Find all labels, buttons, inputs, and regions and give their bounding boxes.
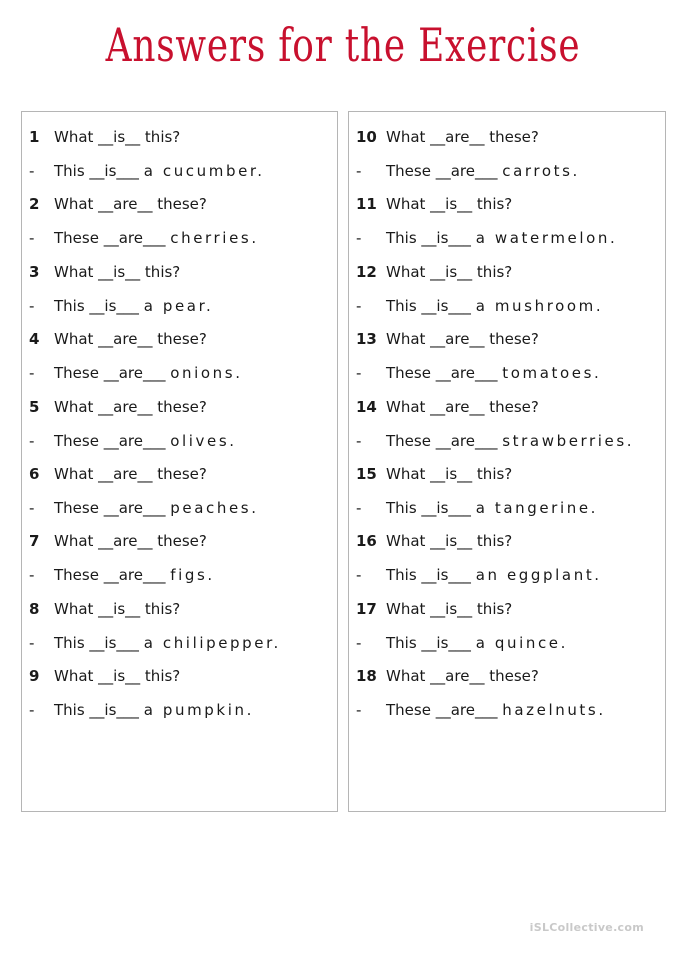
question-text: What __are__ these? [54,330,207,349]
question-text: What __are__ these? [386,128,539,146]
answer-text [54,294,213,318]
answer-lead: This __is___ [54,701,139,720]
item-number: 5 [29,397,40,416]
answer-text [386,698,606,722]
answer-lead: These __are___ [54,229,166,248]
question-text: What __is__ this? [54,599,181,618]
bullet-dash: - [356,566,362,585]
answer-lead: These __are___ [54,364,166,383]
item-number: 12 [356,262,377,281]
answer-lead: These __are___ [386,364,498,383]
answer-lead: These __are___ [386,431,498,450]
question-text: What __are__ these? [54,532,207,551]
item-number: 6 [29,465,40,483]
question-text: What __is__ this? [54,128,181,146]
answer-text [386,563,602,587]
answer-word: carrots. [502,162,580,180]
item-number: 8 [29,599,40,618]
answer-word: a cucumber. [143,162,265,180]
answer-lead: These __are___ [386,162,498,180]
bullet-dash: - [356,364,362,383]
answer-text [54,563,215,587]
bullet-dash: - [29,364,35,383]
bullet-dash: - [29,162,35,180]
answer-text [54,226,259,250]
answer-lead: These __are___ [54,499,166,517]
answer-text [54,631,281,655]
question-text: What __is__ this? [386,465,513,483]
item-number: 17 [356,599,377,618]
answer-text [386,429,634,453]
answer-lead: This __is___ [54,296,139,315]
item-number: 3 [29,262,40,281]
answer-lead: This __is___ [386,296,471,315]
bullet-dash: - [29,701,35,720]
answer-lead: These __are___ [54,431,166,450]
page-title: Answers for the Exercise [105,18,581,72]
question-text: What __is__ this? [386,599,513,618]
answer-text [54,361,243,385]
question-text: What __are__ these? [54,195,207,214]
answer-text [386,496,598,520]
answer-lead: This __is___ [54,633,139,652]
question-text: What __is__ this? [386,532,513,551]
item-number: 18 [356,667,377,686]
answer-lead: These __are___ [386,701,498,720]
bullet-dash: - [356,701,362,720]
answer-word: a quince. [475,633,568,652]
question-text: What __are__ these? [386,667,539,686]
answer-lead: This __is___ [386,633,471,652]
bullet-dash: - [356,499,362,517]
item-number: 16 [356,532,377,551]
item-number: 10 [356,128,377,146]
question-text: What __are__ these? [54,465,207,483]
bullet-dash: - [356,229,362,248]
answers-panel-right [348,111,666,812]
question-text: What __is__ this? [54,667,181,686]
answers-panel-left [21,111,338,812]
answer-word: hazelnuts. [502,701,606,720]
question-text: What __is__ this? [386,195,513,214]
bullet-dash: - [356,431,362,450]
item-number: 13 [356,330,377,349]
question-text: What __are__ these? [386,397,539,416]
answer-word: a pear. [143,296,214,315]
answer-word: cherries. [170,229,259,248]
answer-word: a tangerine. [475,499,599,517]
question-text: What __is__ this? [54,262,181,281]
answer-lead: This __is___ [54,162,139,180]
answer-lead: This __is___ [386,229,471,248]
answer-word: olives. [170,431,237,450]
answer-word: an eggplant. [475,566,602,585]
question-text: What __are__ these? [54,397,207,416]
answer-word: a chilipepper. [143,633,281,652]
answer-text [386,159,580,183]
answer-word: figs. [170,566,215,585]
bullet-dash: - [356,162,362,180]
item-number: 7 [29,532,40,551]
item-number: 1 [29,128,40,146]
answer-lead: This __is___ [386,499,471,517]
bullet-dash: - [356,633,362,652]
bullet-dash: - [356,296,362,315]
answer-text [386,294,603,318]
answer-word: strawberries. [502,431,635,450]
answer-text [386,631,568,655]
item-number: 11 [356,195,377,214]
answer-text [54,429,237,453]
bullet-dash: - [29,566,35,585]
item-number: 15 [356,465,377,483]
item-number: 9 [29,667,40,686]
answer-word: a pumpkin. [143,701,254,720]
answer-text [54,159,265,183]
item-number: 14 [356,397,377,416]
answer-lead: These __are___ [54,566,166,585]
bullet-dash: - [29,431,35,450]
answer-text [54,496,259,520]
bullet-dash: - [29,229,35,248]
answer-lead: This __is___ [386,566,471,585]
answer-word: onions. [170,364,243,383]
answer-word: a mushroom. [475,296,604,315]
bullet-dash: - [29,296,35,315]
answer-word: peaches. [170,499,259,517]
answer-word: a watermelon. [475,229,618,248]
bullet-dash: - [29,499,35,517]
answer-text [386,361,601,385]
item-number: 4 [29,330,40,349]
watermark: iSLCollective.com [529,921,644,934]
answer-word: tomatoes. [502,364,602,383]
question-text: What __is__ this? [386,262,513,281]
answer-text [54,698,254,722]
answer-text [386,226,617,250]
item-number: 2 [29,195,40,214]
bullet-dash: - [29,633,35,652]
question-text: What __are__ these? [386,330,539,349]
